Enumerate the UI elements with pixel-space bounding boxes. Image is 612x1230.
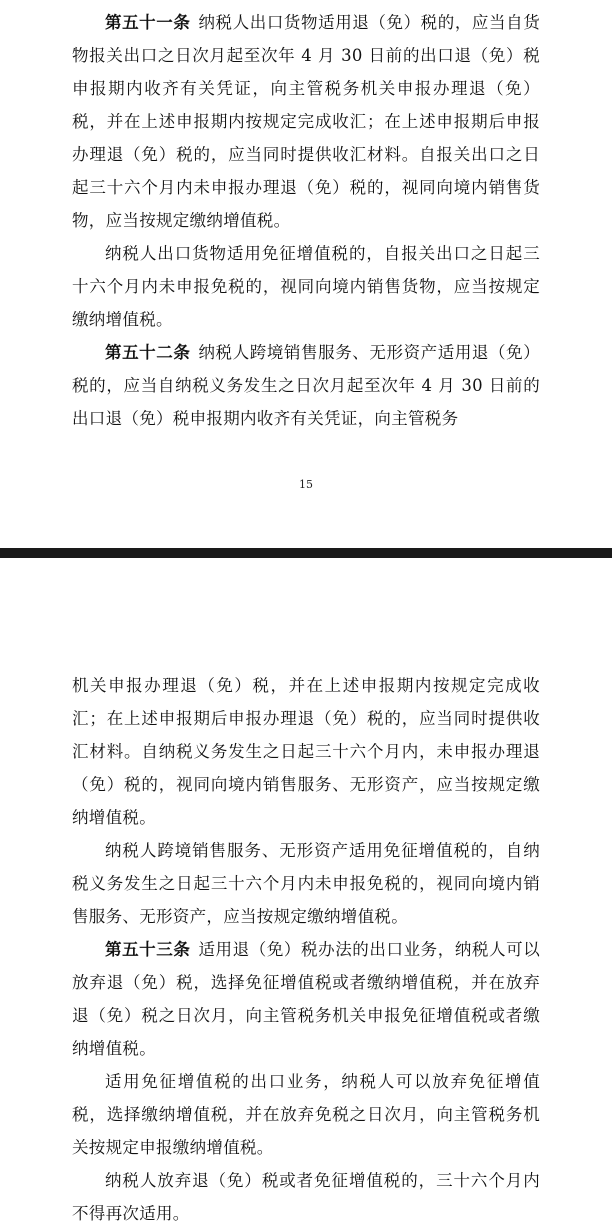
paragraph-text: 纳税人跨境销售服务、无形资产适用免征增值税的，自纳税义务发生之日起三十六个月内未申报免税的，视同向境内销售服务、无形资产，应当按规定缴纳增值税。 xyxy=(72,841,540,926)
paragraph-text: 机关申报办理退（免）税，并在上述申报期内按规定完成收汇；在上述申报期后申报办理退（免）税的，应当同时提供收汇材料。自纳税义务发生之日起三十六个月内，未申报办理退（免）税的，视同向境内销售服务、无形资产，应当按规定缴纳增值税。 xyxy=(72,676,540,827)
paragraph-text: 纳税人出口货物适用退（免）税的，应当自货物报关出口之日次月起至次年 4 月 30 日前的出口退（免）税申报期内收齐有关凭证，向主管税务机关申报办理退（免）税，并在上述申报期内按规定完成收汇；在上述申报期后申报办理退（免）税的，应当同时提供收汇材料。自报关出口之日起三十六个月内未申报办理退（免）税的，视同向境内销售货物，应当按规定缴纳增值税。 xyxy=(72,13,541,230)
paragraph-text: 纳税人跨境销售服务、无形资产适用退（免）税的，应当自纳税义务发生之日次月起至次年 4 月 30 日前的出口退（免）税申报期内收齐有关凭证，向主管税务 xyxy=(72,343,541,428)
article-52-continuation xyxy=(72,669,540,834)
article-53-paragraph-3 xyxy=(72,1164,540,1230)
article-51-paragraph xyxy=(72,6,540,237)
page-text-block xyxy=(72,6,540,435)
paragraph-text: 纳税人放弃退（免）税或者免征增值税的，三十六个月内不得再次适用。 xyxy=(72,1171,540,1223)
article-heading: 第五十一条 xyxy=(105,13,191,32)
page-text-block xyxy=(72,669,540,1230)
page-separator xyxy=(0,548,612,558)
paragraph-text: 适用退（免）税办法的出口业务，纳税人可以放弃退（免）税，选择免征增值税或者缴纳增值税，并在放弃退（免）税之日次月，向主管税务机关申报免征增值税或者缴纳增值税。 xyxy=(72,940,541,1058)
article-52-paragraph xyxy=(72,336,540,435)
article-51-paragraph-2 xyxy=(72,237,540,336)
article-53-paragraph-2 xyxy=(72,1065,540,1164)
article-heading: 第五十三条 xyxy=(105,940,191,959)
document-page-16 xyxy=(0,558,612,1230)
article-heading: 第五十二条 xyxy=(105,343,191,362)
paragraph-text: 适用免征增值税的出口业务，纳税人可以放弃免征增值税，选择缴纳增值税，并在放弃免税之日次月，向主管税务机关按规定申报缴纳增值税。 xyxy=(72,1072,540,1157)
paragraph-text: 纳税人出口货物适用免征增值税的，自报关出口之日起三十六个月内未申报免税的，视同向境内销售货物，应当按规定缴纳增值税。 xyxy=(72,244,540,329)
article-53-paragraph xyxy=(72,933,540,1065)
page-number: 15 xyxy=(299,478,313,491)
document-page-15 xyxy=(0,0,612,548)
article-52-paragraph-2 xyxy=(72,834,540,933)
